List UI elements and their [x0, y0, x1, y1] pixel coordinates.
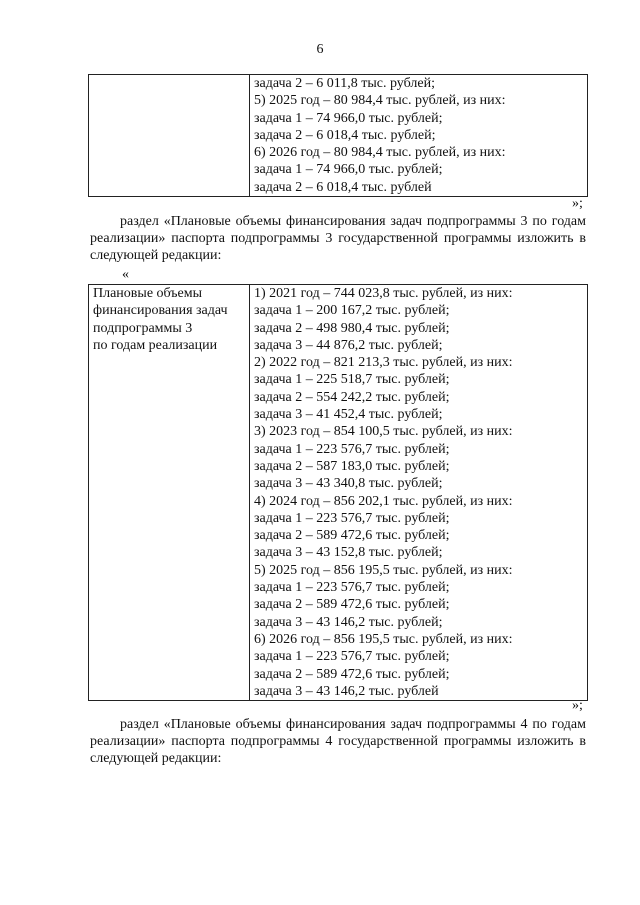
table2-line: задача 2 – 589 472,6 тыс. рублей;	[254, 666, 450, 682]
table1-right-cell	[250, 75, 588, 197]
table2-line: задача 1 – 225 518,7 тыс. рублей;	[254, 372, 450, 388]
table1-left-cell	[89, 75, 250, 197]
table2-left-line: финансирования задач	[93, 303, 228, 319]
table2-line: 1) 2021 год – 744 023,8 тыс. рублей, из них:	[254, 286, 513, 301]
table1-line: задача 1 – 74 966,0 тыс. рублей;	[254, 162, 443, 178]
table2-line: задача 2 – 498 980,4 тыс. рублей;	[254, 320, 450, 336]
closing-quote-1: »;	[572, 196, 583, 211]
table2-line: 5) 2025 год – 856 195,5 тыс. рублей, из них:	[254, 562, 513, 578]
table2-left-line: подпрограммы 3	[93, 320, 193, 336]
table2-line: задача 1 – 223 576,7 тыс. рублей;	[254, 441, 450, 457]
table2-line: задача 1 – 223 576,7 тыс. рублей;	[254, 580, 450, 596]
table2-line: 2) 2022 год – 821 213,3 тыс. рублей, из них:	[254, 355, 513, 371]
closing-quote-2: »;	[572, 698, 583, 713]
table2-line: задача 3 – 43 146,2 тыс. рублей;	[254, 614, 443, 630]
table2-line: задача 2 – 587 183,0 тыс. рублей;	[254, 458, 450, 474]
table1-line: 5) 2025 год – 80 984,4 тыс. рублей, из них:	[254, 93, 506, 109]
table2-line: задача 2 – 554 242,2 тыс. рублей;	[254, 389, 450, 405]
table2-left-line: Плановые объемы	[93, 286, 203, 301]
table2-line: задача 3 – 43 152,8 тыс. рублей;	[254, 545, 443, 561]
table1-line: задача 1 – 74 966,0 тыс. рублей;	[254, 110, 443, 126]
table2-line: задача 2 – 589 472,6 тыс. рублей;	[254, 597, 450, 613]
table2-left-cell	[89, 285, 250, 701]
paragraph-subprogram-3: раздел «Плановые объемы финансирования задач подпрограммы 3 по годам реализации» паспорта подпрограммы 3 государственной программы изложить в следующей редакции:	[90, 214, 586, 263]
table2-line: задача 1 – 223 576,7 тыс. рублей;	[254, 649, 450, 665]
page-number: 6	[316, 42, 324, 57]
table2-right-cell	[250, 285, 588, 701]
table1-line: задача 2 – 6 018,4 тыс. рублей	[254, 179, 432, 195]
table2-line: 4) 2024 год – 856 202,1 тыс. рублей, из них:	[254, 493, 513, 509]
table1-line: задача 2 – 6 018,4 тыс. рублей;	[254, 127, 436, 143]
table2-line: задача 3 – 43 340,8 тыс. рублей;	[254, 476, 443, 492]
table1-line: задача 2 – 6 011,8 тыс. рублей;	[254, 76, 435, 91]
table2-line: 6) 2026 год – 856 195,5 тыс. рублей, из них:	[254, 631, 513, 647]
passport-table-continuation	[88, 74, 588, 197]
table2-left-line: по годам реализации	[93, 337, 218, 353]
table2-line: задача 3 – 43 146,2 тыс. рублей	[254, 683, 439, 699]
table2-line: задача 1 – 200 167,2 тыс. рублей;	[254, 303, 450, 319]
table1-line: 6) 2026 год – 80 984,4 тыс. рублей, из них:	[254, 145, 506, 161]
table2-line: 3) 2023 год – 854 100,5 тыс. рублей, из них:	[254, 424, 513, 440]
table2-line: задача 1 – 223 576,7 тыс. рублей;	[254, 510, 450, 526]
table2-line: задача 3 – 41 452,4 тыс. рублей;	[254, 407, 443, 423]
table2-line: задача 2 – 589 472,6 тыс. рублей;	[254, 528, 450, 544]
passport-table-subprogram-3	[88, 284, 588, 701]
table2-line: задача 3 – 44 876,2 тыс. рублей;	[254, 337, 443, 353]
paragraph-subprogram-4: раздел «Плановые объемы финансирования задач подпрограммы 4 по годам реализации» паспорта подпрограммы 4 государственной программы изложить в следующей редакции:	[90, 717, 586, 766]
opening-quote: «	[122, 267, 129, 282]
